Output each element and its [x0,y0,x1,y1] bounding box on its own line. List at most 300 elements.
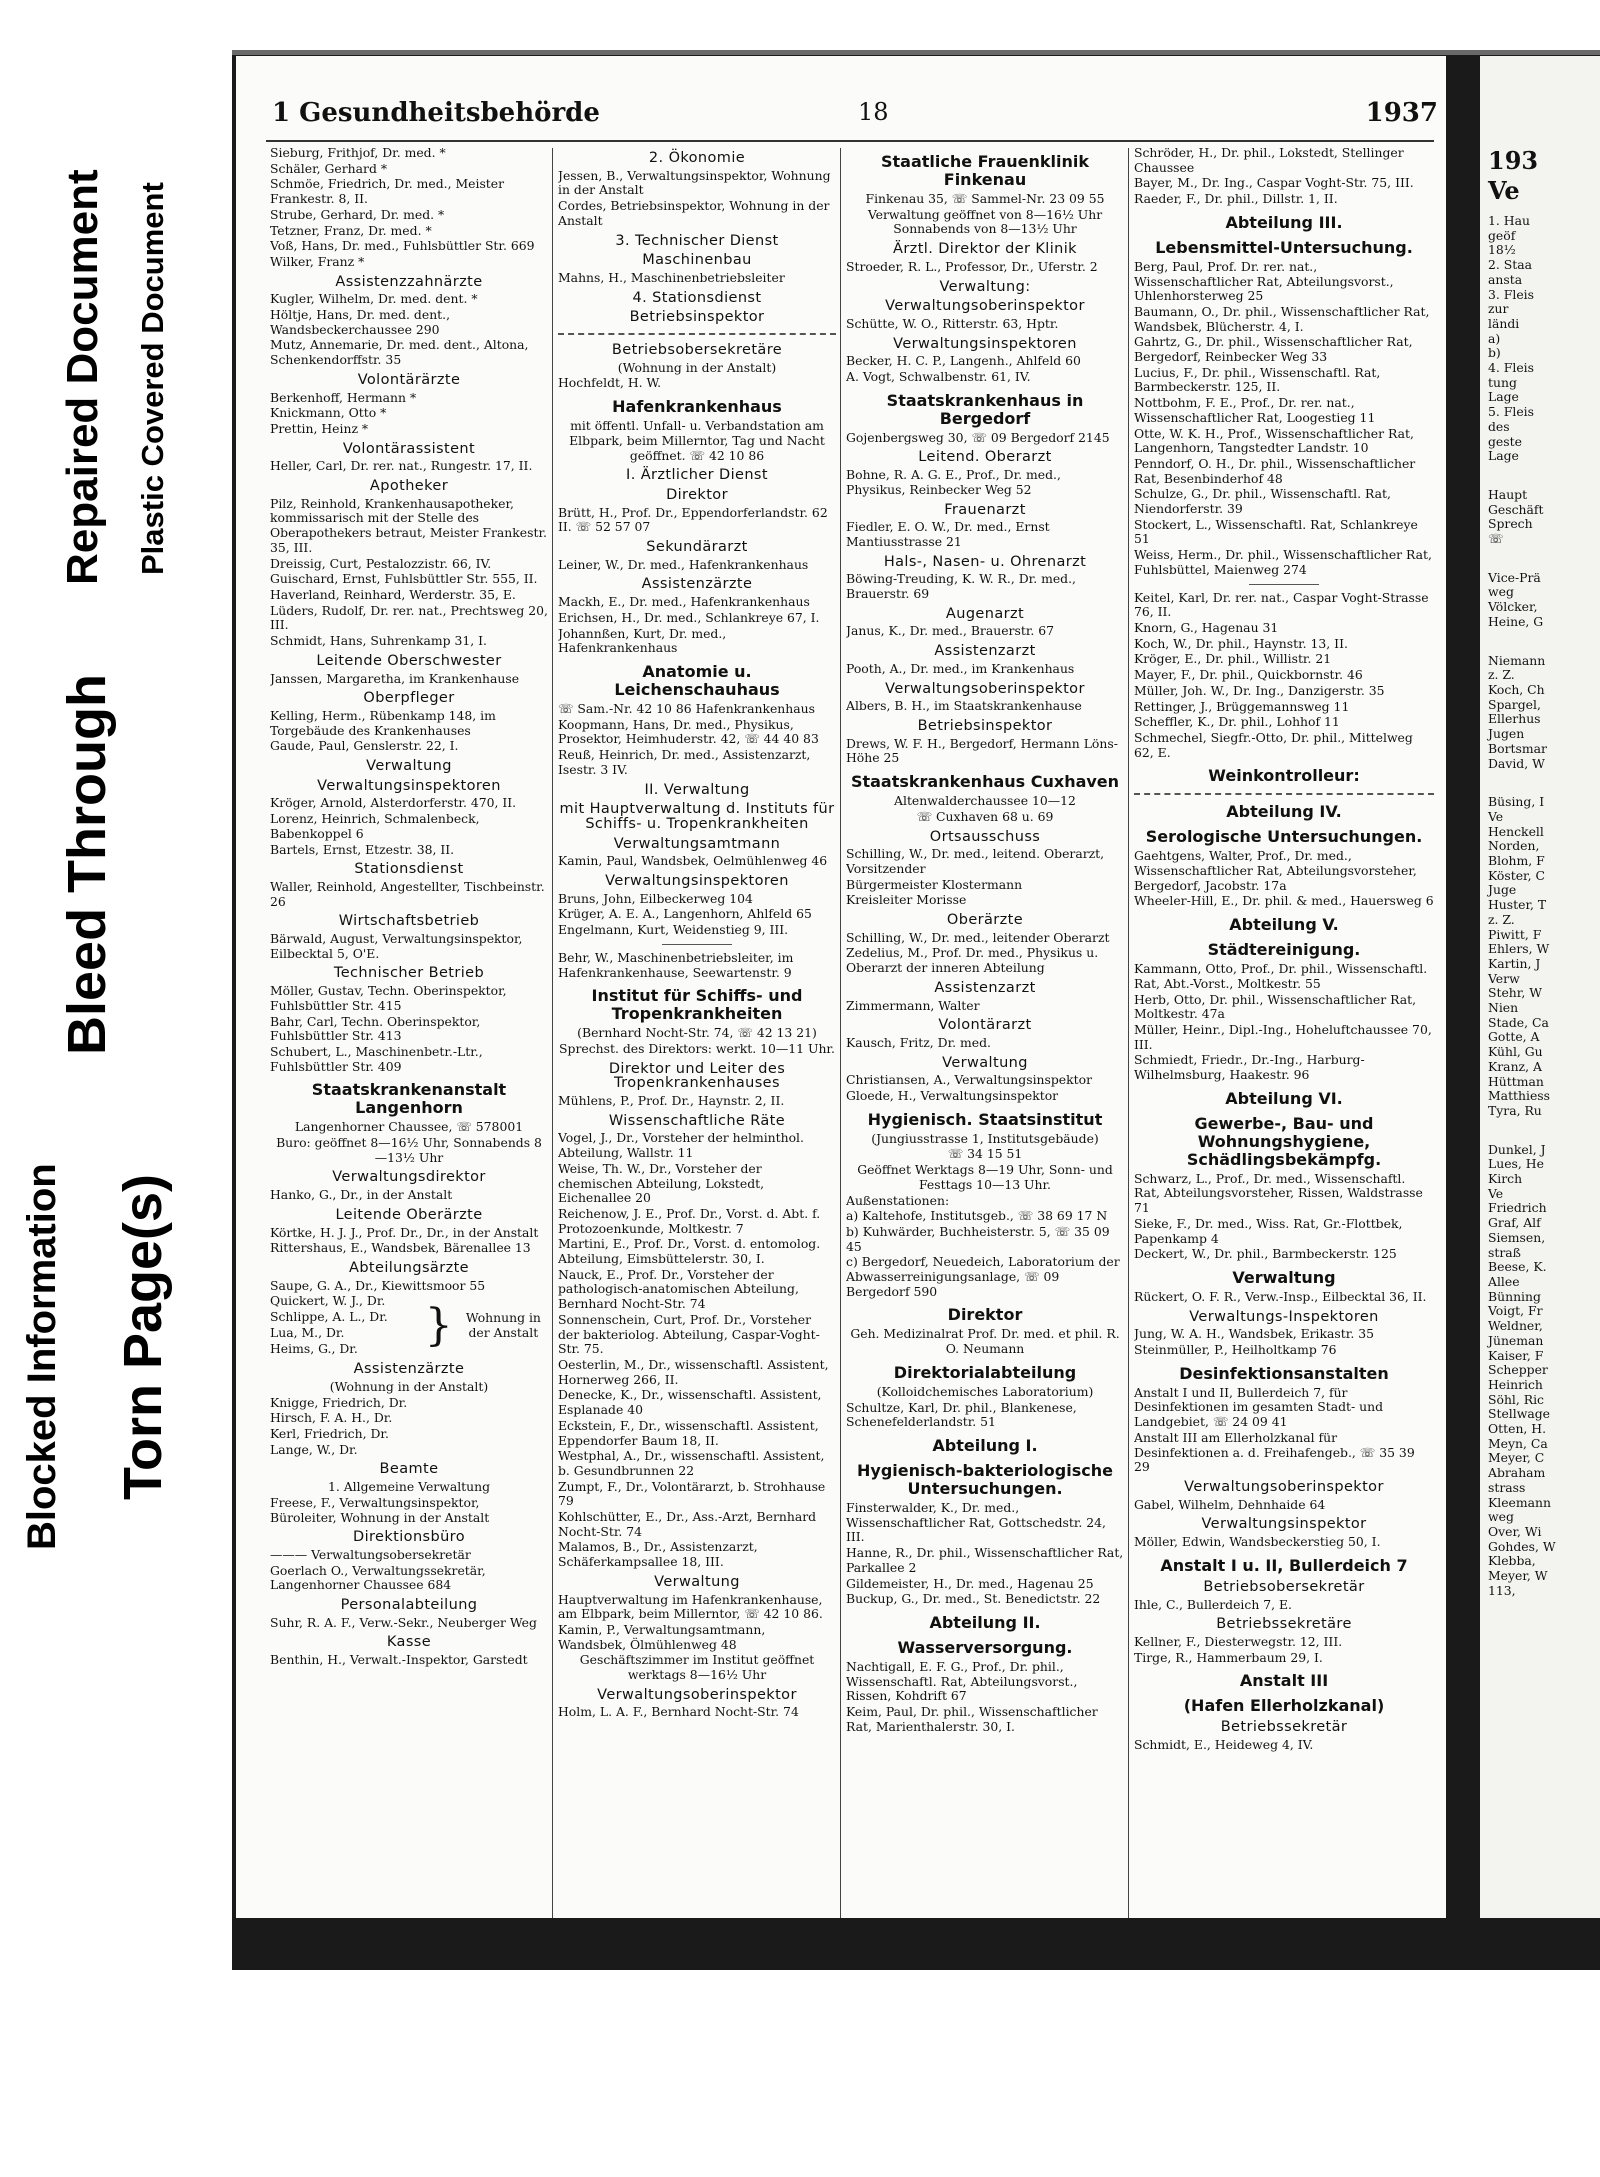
entry: Kröger, E., Dr. phil., Willistr. 21 [1134,651,1332,667]
entry: Janssen, Margaretha, im Krankenhause [270,670,520,686]
entry: Schilling, W., Dr. med., leitend. Oberarzt, Vorsitzender [846,846,1105,876]
section-heading: Maschinenbau [642,252,752,269]
side-label-bleed-through: Bleed Through [57,674,117,1055]
entry: Koopmann, Hans, Dr. med., Physikus, Prosektor, Heimhuderstr. 42, ☏ 44 40 83 [558,716,819,747]
entry: Oesterlin, M., Dr., wissenschaftl. Assistent, Hornerweg 266, II. [558,1357,829,1387]
section-heading: Assistenzärzte [353,1361,465,1378]
entry: (Wohnung in der Anstalt) [617,359,777,375]
section-heading: Betriebsobersekretär [1203,1578,1365,1595]
entry: (Wohnung in der Anstalt) [329,1378,489,1394]
entry: Stroeder, R. L., Professor, Dr., Uferstr. 2 [846,258,1098,274]
entry: Hochfeldt, H. W. [558,375,662,391]
fragment-line: Kartin, J [1488,955,1541,971]
fragment-line: Verw [1488,970,1520,986]
entry: Keim, Paul, Dr. phil., Wissenschaftlicher Rat, Marienthalerstr. 30, I. [846,1704,1098,1734]
facing-page-fragment [1480,56,1600,1918]
section-heading: 4. Stationsdienst [632,289,762,306]
entry: Anstalt I und II, Bullerdeich 7, für Desinfektionen im gesamten Stadt- und Landgebiet, ☏ 24 09 41 [1134,1384,1384,1430]
fragment-line: Vice-Prä [1488,569,1541,585]
entry: Kausch, Fritz, Dr. med. [846,1034,991,1050]
fragment-line: Graf, Alf [1488,1215,1541,1231]
entry: Kugler, Wilhelm, Dr. med. dent. * [270,291,478,307]
subheading: Abteilung III. [1225,212,1343,232]
entry: Hirsch, F. A. H., Dr. [270,1410,393,1426]
entry: Sonnenschein, Curt, Prof. Dr., Vorsteher der bakteriolog. Abteilung, Caspar-Voght-Str. 75. [558,1311,820,1357]
entry: Stockert, L., Wissenschaftl. Rat, Schlankreye 51 [1134,516,1418,547]
fragment-line: strass [1488,1479,1526,1495]
entry: Voß, Hans, Dr. med., Fuhlsbüttler Str. 669 [270,238,535,254]
fragment-line: Büsing, I [1488,794,1545,810]
section-heading: Verwaltungsoberinspektor [1184,1479,1384,1495]
section-heading: Leitende Oberschwester [316,652,502,669]
section-heading: Leitende Oberärzte [335,1206,483,1223]
institution-heading: Hafenkrankenhaus [612,397,782,417]
entry: Weise, Th. W., Dr., Vorsteher der chemischen Abteilung, Lokstedt, Eichenallee 20 [558,1160,765,1206]
fragment-line: Tyra, Ru [1488,1102,1542,1118]
section-heading: I. Ärztlicher Dienst [626,467,768,484]
fragment-line: Kirch [1488,1171,1523,1187]
entry: ☏ Sam.-Nr. 42 10 86 Hafenkrankenhaus [558,700,815,716]
entry: Schmidt, Hans, Suhrenkamp 31, I. [270,633,487,649]
entry: Dreissig, Curt, Pestalozzistr. 66, IV. [270,555,492,571]
entry: Mackh, E., Dr. med., Hafenkrankenhaus [558,594,810,610]
fragment-line: Völcker, [1488,599,1538,615]
subheading: (Hafen Ellerholzkanal) [1183,1696,1385,1716]
entry: Rittershaus, E., Wandsbek, Bärenallee 13 [270,1240,531,1256]
subheading: Verwaltung [1232,1267,1336,1287]
entry: Benthin, H., Verwalt.-Inspektor, Garstedt [270,1652,528,1668]
fragment-line: Schepper [1488,1362,1548,1378]
entry: Drews, W. F. H., Bergedorf, Hermann Löns-Höhe 25 [846,735,1118,766]
entry: Sprechst. des Direktors: werkt. 10—11 Uhr. [559,1040,835,1056]
section-heading: Abteilungsärzte [349,1260,469,1276]
fragment-line: Jugen [1488,726,1525,742]
entry: Brütt, H., Prof. Dr., Eppendorferlandstr. 62 II. ☏ 52 57 07 [558,504,828,535]
entry: Sieke, F., Dr. med., Wiss. Rat, Gr.-Flottbek, Papenkamp 4 [1134,1215,1403,1246]
column-1 [270,146,548,1926]
fragment-line: Koch, Ch [1488,681,1545,697]
fragment-line: Lues, He [1488,1156,1544,1172]
entry: Mutz, Annemarie, Dr. med. dent., Altona, Schenkendorffstr. 35 [270,337,529,368]
section-heading: Frauenarzt [944,501,1026,518]
section-heading: Verwaltungsinspektoren [893,335,1077,352]
header-section-title: 1 Gesundheitsbehörde [272,98,600,128]
fragment-line: 18½ [1488,242,1516,258]
fragment-line: Dunkel, J [1488,1141,1546,1157]
entry: Prettin, Heinz * [270,420,369,436]
entry: Quickert, W. J., Dr. [270,1293,386,1309]
subheading: Anstalt III [1239,1671,1329,1691]
section-heading: mit Hauptverwaltung d. Instituts für Schiffs- u. Tropenkrankheiten [559,801,835,832]
fragment-line: Abraham [1488,1465,1546,1481]
fragment-line: z. Z. [1488,667,1515,683]
section-heading: Beamte [379,1461,439,1478]
entry: Steinmüller, P., Heilholtkamp 76 [1134,1342,1337,1358]
fragment-line: Piwitt, F [1488,926,1542,942]
section-heading: Verwaltungsinspektor [1201,1516,1367,1533]
entry: Zimmermann, Walter [846,997,980,1013]
entry: Becker, H. C. P., Langenh., Ahlfeld 60 [846,353,1081,369]
section-heading: Verwaltung [366,758,452,775]
entry: Kelling, Herm., Rübenkamp 148, im Torgebäude des Krankenhauses [270,707,496,738]
entry: Engelmann, Kurt, Weidenstieg 9, III. [558,922,789,938]
fragment-line: geöf [1488,227,1516,243]
entry: Buckup, G., Dr. med., St. Benedictstr. 22 [846,1591,1101,1607]
fragment-line: Heine, G [1488,613,1544,629]
entry: Gabel, Wilhelm, Dehnhaide 64 [1134,1496,1326,1512]
fragment-line: z. Z. [1488,911,1515,927]
entry: Möller, Gustav, Techn. Oberinspektor, Fuhlsbüttler Str. 415 [270,983,507,1013]
fragment-line: Friedrich [1488,1200,1547,1216]
fragment-line: Kranz, A [1488,1058,1542,1074]
fragment-line: Ellerhus [1488,711,1541,727]
entry: Leiner, W., Dr. med., Hafenkrankenhaus [558,556,809,572]
entry: Pilz, Reinhold, Krankenhausapotheker, kommissarisch mit der Stelle des Oberapothekers betraut, Meister Frankestr. 35, III. [270,495,547,555]
entry: Gahrtz, G., Dr. phil., Wissenschaftlicher Rat, Bergedorf, Reinbecker Weg 33 [1134,334,1413,365]
entry: Anstalt III am Ellerholzkanal für Desinfektionen a. d. Freihafengeb., ☏ 35 39 29 [1134,1429,1415,1475]
fragment-line: Weldner, [1488,1318,1543,1334]
institution-heading: Staatskrankenhaus in Bergedorf [886,390,1084,428]
fragment-line: ansta [1488,271,1523,287]
fragment-line: Niemann [1488,652,1546,668]
section-heading: Ärztl. Direktor der Klinik [893,241,1077,258]
section-heading: Oberärzte [946,912,1024,929]
entry: mit öffentl. Unfall- u. Verbandstation am Elbpark, beim Millerntor, Tag und Nacht geöffnet. ☏ 42 10 86 [569,418,825,463]
section-heading: Oberpfleger [363,690,455,707]
entry: Saupe, G. A., Dr., Kiewittsmoor 55 [270,1277,486,1293]
subheading: Lebensmittel-Untersuchung. [1155,237,1413,257]
entry: Mayer, F., Dr. phil., Quickbornstr. 46 [1134,667,1363,683]
fragment-line: ☏ [1488,531,1504,547]
subheading: Städtereinigung. [1207,940,1361,960]
entry: Bärwald, August, Verwaltungsinspektor, Eilbecktal 5, O'E. [270,931,523,961]
fragment-line: des [1488,418,1510,434]
entry: Lua, M., Dr. [270,1324,345,1340]
entry: Baumann, O., Dr. phil., Wissenschaftlicher Rat, Wandsbek, Blücherstr. 4, I. [1134,303,1430,334]
institution-heading: Staatskrankenhaus Cuxhaven [850,772,1120,792]
subheading: Direktor [947,1305,1023,1325]
fragment-line: Nien [1488,1000,1519,1016]
running-header [272,98,1446,138]
section-heading: Volontärassistent [342,440,476,457]
section-heading: Augenarzt [945,605,1025,622]
entry: b) Kuhwärder, Buchheisterstr. 5, ☏ 35 09 45 [846,1223,1110,1254]
subheading: Abteilung I. [932,1436,1038,1455]
fragment-line: Beese, K. [1488,1259,1547,1275]
scan-top-edge [232,50,1600,55]
entry: Schulze, G., Dr. phil., Wissenschaftl. Rat, Niendorferstr. 39 [1134,486,1391,517]
entry: Penndorf, O. H., Dr. phil., Wissenschaftlicher Rat, Besenbinderhof 48 [1134,455,1416,486]
entry: Zumpt, F., Dr., Volontärarzt, b. Strohhause 79 [558,1478,826,1509]
entry: Rettinger, J., Brüggemannsweg 11 [1134,698,1350,714]
entry: Behr, W., Maschinenbetriebsleiter, im Hafenkrankenhause, Seewartenstr. 9 [558,949,794,980]
subheading: Anstalt I u. II, Bullerdeich 7 [1160,1555,1408,1575]
fragment-line: Over, Wi [1488,1523,1542,1539]
fragment-line: Stehr, W [1488,985,1542,1001]
brace-note: Wohnung in der Anstalt [465,1310,541,1340]
fragment-line: zur [1488,301,1509,317]
fragment-line: straß [1488,1244,1521,1260]
entry: Weiss, Herm., Dr. phil., Wissenschaftlicher Rat, Fuhlsbüttel, Maienweg 274 [1134,547,1432,577]
fragment-line: 113, [1488,1582,1516,1598]
section-heading: Wissenschaftliche Räte [608,1112,786,1129]
institution-heading: Staatskrankenanstalt Langenhorn [311,1080,507,1118]
entry: Geh. Medizinalrat Prof. Dr. med. et phil. R. O. Neumann [850,1326,1120,1357]
entry: Deckert, W., Dr. phil., Barmbeckerstr. 125 [1134,1246,1397,1262]
entry: Verwaltung geöffnet von 8—16½ Uhr Sonnabends von 8—13½ Uhr [867,206,1103,237]
entry: Pooth, A., Dr. med., im Krankenhaus [846,660,1075,676]
entry: Nachtigall, E. F. G., Prof., Dr. phil., Wissenschaftl. Rat, Abteilungsvorst., Rissen, Kohdrift 67 [846,1658,1078,1704]
entry: Suhr, R. A. F., Verw.-Sekr., Neuberger Weg [270,1614,537,1630]
entry: Kellner, F., Diesterwegstr. 12, III. [1134,1633,1343,1649]
section-heading: Technischer Betrieb [333,965,485,982]
entry: Kammann, Otto, Prof., Dr. phil., Wissenschaftl. Rat, Abt.-Vorst., Moltkestr. 55 [1134,961,1428,991]
entry: Heller, Carl, Dr. rer. nat., Rungestr. 17, II. [270,458,533,474]
entry: Reichenow, J. E., Prof. Dr., Vorst. d. Abt. f. Protozoenkunde, Moltkestr. 7 [558,1205,821,1236]
section-heading: Verwaltung: [939,278,1031,295]
section-heading: Hals-, Nasen- u. Ohrenarzt [883,553,1087,570]
fragment-line: Bortsmar [1488,740,1547,756]
column-divider [552,148,553,1918]
section-heading: Direktor und Leiter des Tropenkrankenhauses [608,1060,786,1092]
entry: ——— Verwaltungsobersekretär [270,1546,471,1562]
brace-group [270,1294,548,1357]
entry: Tetzner, Franz, Dr. med. * [270,222,432,238]
entry: Sieburg, Frithjof, Dr. med. * [270,146,446,160]
entry: Martini, E., Prof. Dr., Vorst. d. entomolog. Abteilung, Eimsbüttelerstr. 30, I. [558,1236,821,1267]
fragment-line: Meyn, Ca [1488,1435,1548,1451]
section-heading: Verwaltung [654,1573,740,1590]
fragment-line: weg [1488,1509,1514,1525]
separator [662,944,732,945]
fragment-line: Gotte, A [1488,1029,1540,1045]
fragment-line: 3. Fleis [1488,286,1534,302]
fragment-line: Heinrich [1488,1376,1543,1392]
fragment-line: b) [1488,345,1501,361]
entry: Außenstationen: [846,1192,950,1208]
section-heading: Ortsausschuss [929,828,1041,845]
entry: Lorenz, Heinrich, Schmalenbeck, Babenkoppel 6 [270,811,480,841]
side-label-blocked-information: Blocked Information [20,1163,64,1550]
section-heading: Verwaltungsoberinspektor [885,298,1085,315]
entry: A. Vogt, Schwalbenstr. 61, IV. [846,369,1031,385]
entry: Lucius, F., Dr. phil., Wissenschaftl. Rat, Barmbeckerstr. 125, II. [1134,364,1381,395]
fragment-line: Voigt, Fr [1488,1303,1543,1319]
fragment-line: 2. Staa [1488,257,1533,273]
fragment-line: Ve [1488,1185,1504,1201]
section-heading: Verwaltungsdirektor [332,1169,486,1186]
section-heading: Kasse [386,1634,432,1651]
entry: Rückert, O. F. R., Verw.-Insp., Eilbecktal 36, II. [1134,1288,1427,1304]
entry: Otte, W. K. H., Prof., Wissenschaftlicher Rat, Langenhorn, Tangstedter Landstr. 10 [1134,425,1414,456]
separator [1249,584,1319,585]
column-divider [1128,148,1129,1918]
fragment-line: Stade, Ca [1488,1014,1549,1030]
header-year: 1937 [1365,98,1438,128]
entry: Kamin, Paul, Wandsbek, Oelmühlenweg 46 [558,853,828,869]
column-divider [840,148,841,1918]
institution-heading: Desinfektionsanstalten [1179,1363,1389,1383]
entry: Fiedler, E. O. W., Dr. med., Ernst Mantiusstrasse 21 [846,519,1050,549]
entry: Müller, Heinr., Dipl.-Ing., Hoheluftchaussee 70, III. [1134,1021,1432,1052]
fragment-line: Kaiser, F [1488,1347,1544,1363]
section-heading: Betriebssekretär [1220,1719,1348,1736]
entry: Ihle, C., Bullerdeich 7, E. [1134,1596,1292,1612]
fragment-line: 1. Hau [1488,213,1530,228]
subheading: Direktorialabteilung [893,1362,1077,1382]
subheading: Abteilung V. [1229,915,1339,935]
entry: Schultze, Karl, Dr. phil., Blankenese, Schenefelderlandstr. 51 [846,1399,1077,1430]
entry: Herb, Otto, Dr. phil., Wissenschaftlicher Rat, Moltkestr. 47a [1134,991,1417,1022]
section-heading: Verwaltungsamtmann [613,835,781,852]
subheading: Hygienisch-bakteriologische Untersuchungen. [857,1461,1113,1498]
dashed-separator [558,333,836,335]
entry: Gojenbergsweg 30, ☏ 09 Bergedorf 2145 [846,429,1110,445]
entry: Strube, Gerhard, Dr. med. * [270,206,445,222]
entry: Kröger, Arnold, Alsterdorferstr. 470, II. [270,795,517,811]
entry: Goerlach O., Verwaltungssekretär, Langenhorner Chaussee 684 [270,1562,486,1593]
fragment-line: Huster, T [1488,897,1547,913]
side-label-repaired-document: Repaired Document [58,169,107,585]
section-heading: Apotheker [369,478,449,495]
entry: (Jungiusstrasse 1, Institutsgebäude) [871,1130,1099,1146]
fragment-line: Söhl, Ric [1488,1391,1544,1407]
entry: Geöffnet Werktags 8—19 Uhr, Sonn- und Festtags 10—13 Uhr. [857,1162,1113,1192]
section-heading: Verwaltungsoberinspektor [885,680,1085,697]
fragment-line: weg [1488,584,1514,600]
section-heading: Wirtschaftsbetrieb [338,913,480,930]
entry: Zedelius, M., Prof. Dr. med., Physikus u. Oberarzt der inneren Abteilung [846,945,1099,976]
subheading: Gewerbe-, Bau- und Wohnungshygiene, Schädlingsbekämpfg. [1186,1113,1382,1169]
entry: Eckstein, F., Dr., wissenschaftl. Assistent, Eppendorfer Baum 18, II. [558,1417,819,1448]
entry: Erichsen, H., Dr. med., Schlankreye 67, I. [558,609,820,625]
entry: Heims, G., Dr. [270,1340,358,1356]
section-heading: Betriebsinspektor [629,309,765,326]
fragment-line: Allee [1488,1274,1520,1289]
section-heading: Assistenzarzt [934,643,1036,660]
section-heading: Verwaltungsinspektoren [317,777,501,794]
entry: Freese, F., Verwaltungsinspektor, Büroleiter, Wohnung in der Anstalt [270,1494,490,1525]
section-heading: Betriebsobersekretäre [611,342,783,359]
fragment-line: Meyer, W [1488,1568,1548,1584]
header-page-number: 18 [858,98,889,126]
section-heading: Verwaltungsoberinspektor [597,1686,797,1703]
entry: Bahr, Carl, Techn. Oberinspektor, Fuhlsbüttler Str. 413 [270,1013,481,1044]
section-heading: Sekundärarzt [646,539,748,556]
section-heading: Volontärärzte [357,371,461,388]
brace-symbol: } [424,1299,453,1351]
entry: Malamos, B., Dr., Assistenzarzt, Schäferkampsallee 18, III. [558,1539,758,1570]
fragment-line: Geschäft [1488,501,1544,517]
section-heading: 3. Technischer Dienst [615,232,779,249]
fragment-line: Ve [1488,176,1520,205]
entry: Kamin, P., Verwaltungsamtmann, Wandsbek, Ölmühlenweg 48 [558,1621,766,1652]
institution-heading: Hygienisch. Staatsinstitut [867,1109,1103,1129]
entry: Knorn, G., Hagenau 31 [1134,619,1279,635]
fragment-line: ländi [1488,315,1520,331]
fragment-line: 193 [1488,146,1539,175]
fragment-line: Kühl, Gu [1488,1044,1543,1060]
entry: Vogel, J., Dr., Vorsteher der helminthol. Abteilung, Wallstr. 11 [558,1130,804,1161]
entry: Cordes, Betriebsinspektor, Wohnung in der Anstalt [558,198,830,228]
entry: (Kolloidchemisches Laboratorium) [876,1383,1094,1399]
fragment-line: Blohm, F [1488,853,1545,869]
fragment-line: Bünning [1488,1288,1541,1304]
entry: Gloede, H., Verwaltungsinspektor [846,1088,1059,1104]
entry: Berg, Paul, Prof. Dr. rer. nat., Wissenschaftlicher Rat, Abteilungsvorst., Uhlenhorsterweg 25 [1134,258,1394,304]
section-heading: Betriebssekretäre [1216,1616,1352,1633]
institution-heading: Anatomie u. Leichenschauhaus [614,661,780,699]
column-2 [558,146,836,1926]
entry: Altenwalderchaussee 10—12 [894,793,1076,809]
entry: Bohne, R. A. G. E., Prof., Dr. med., Physikus, Reinbecker Weg 52 [846,467,1061,497]
entry: Hanne, R., Dr. phil., Wissenschaftlicher Rat, Parkallee 2 [846,1545,1124,1575]
entry: Gaude, Paul, Genslerstr. 22, I. [270,738,459,754]
fragment-line: Juge [1488,882,1517,898]
entry: Mühlens, P., Prof. Dr., Haynstr. 2, II. [558,1093,785,1109]
entry: Christiansen, A., Verwaltungsinspektor [846,1072,1093,1088]
entry: Janus, K., Dr. med., Brauerstr. 67 [846,623,1055,639]
entry: Gaehtgens, Walter, Prof., Dr. med., Wissenschaftlicher Rat, Abteilungsvorsteher, Bergedorf, Jacobstr. 17a [1134,848,1417,893]
section-heading: Verwaltungs-Inspektoren [1189,1308,1379,1325]
entry: Raeder, F., Dr. phil., Dillstr. 1, II. [1134,191,1338,207]
entry: Reuß, Heinrich, Dr. med., Assistenzarzt, Isestr. 3 IV. [558,747,811,777]
entry: Schröder, H., Dr. phil., Lokstedt, Stellinger Chaussee [1134,146,1404,175]
entry: Lüders, Rudolf, Dr. rer. nat., Prechtsweg 20, III. [270,602,548,633]
subheading: Wasserversorgung. [897,1637,1073,1657]
entry: Mahns, H., Maschinenbetriebsleiter [558,269,785,285]
entry: Wilker, Franz * [270,253,365,269]
entry: Lange, W., Dr. [270,1441,358,1457]
entry: Müller, Joh. W., Dr. Ing., Danzigerstr. 35 [1134,682,1385,698]
section-heading: 2. Ökonomie [648,150,746,166]
entry: Wheeler-Hill, E., Dr. phil. & med., Hauersweg 6 [1134,893,1434,909]
fragment-line: Gohdes, W [1488,1538,1556,1554]
entry: Schwarz, L., Prof., Dr. med., Wissenschaftl. Rat, Abteilungsvorsteher, Rissen, Waldstrasse 71 [1134,1170,1423,1216]
fragment-line: Norden, [1488,838,1540,854]
header-rule [266,140,1434,142]
entry: Langenhorner Chaussee, ☏ 578001 [294,1119,524,1135]
entry: Hanko, G., Dr., in der Anstalt [270,1187,453,1203]
entry: Höltje, Hans, Dr. med. dent., Wandsbeckerchaussee 290 [270,307,451,337]
subheading: Abteilung II. [929,1612,1041,1632]
column-4 [1134,146,1434,1926]
entry: Nauck, E., Prof. Dr., Vorsteher der pathologisch-anatomischen Abteilung, Bernhard Nocht-Str. 74 [558,1266,799,1312]
fragment-line: Lage [1488,448,1519,464]
fragment-line: Spargel, [1488,696,1541,712]
entry: Bruns, John, Eilbeckerweg 104 [558,890,753,906]
entry: Geschäftszimmer im Institut geöffnet werktags 8—16½ Uhr [579,1652,815,1683]
entry: Buro: geöffnet 8—16½ Uhr, Sonnabends 8—13½ Uhr [276,1135,542,1165]
document-page [236,56,1446,1918]
entry: Gildemeister, H., Dr. med., Hagenau 25 [846,1575,1094,1591]
fragment-line: Jüneman [1488,1332,1544,1348]
entry: Schilling, W., Dr. med., leitender Oberarzt [846,929,1110,945]
entry: Finkenau 35, ☏ Sammel-Nr. 23 09 55 [865,191,1105,206]
section-heading: Assistenzzahnärzte [335,273,483,290]
fragment-line: David, W [1488,755,1545,771]
entry: Keitel, Karl, Dr. rer. nat., Caspar Voght-Strasse 76, II. [1134,589,1429,620]
section-heading: Assistenzärzte [641,576,753,593]
fragment-line: Stellwage [1488,1406,1550,1422]
entry: Kohlschütter, E., Dr., Ass.-Arzt, Bernhard Nocht-Str. 74 [558,1509,817,1539]
entry: c) Bergedorf, Neuedeich, Laboratorium der Abwasserreinigungsanlage, ☏ 09 Bergedorf 590 [846,1254,1120,1299]
entry: Albers, B. H., im Staatskrankenhause [846,698,1082,714]
entry: Bayer, M., Dr. Ing., Caspar Voght-Str. 75, III. [1134,175,1414,191]
brace-names [270,1294,419,1357]
entry: Waller, Reinhold, Angestellter, Tischbeinstr. 26 [270,878,545,909]
section-heading: Direktor [666,486,728,503]
